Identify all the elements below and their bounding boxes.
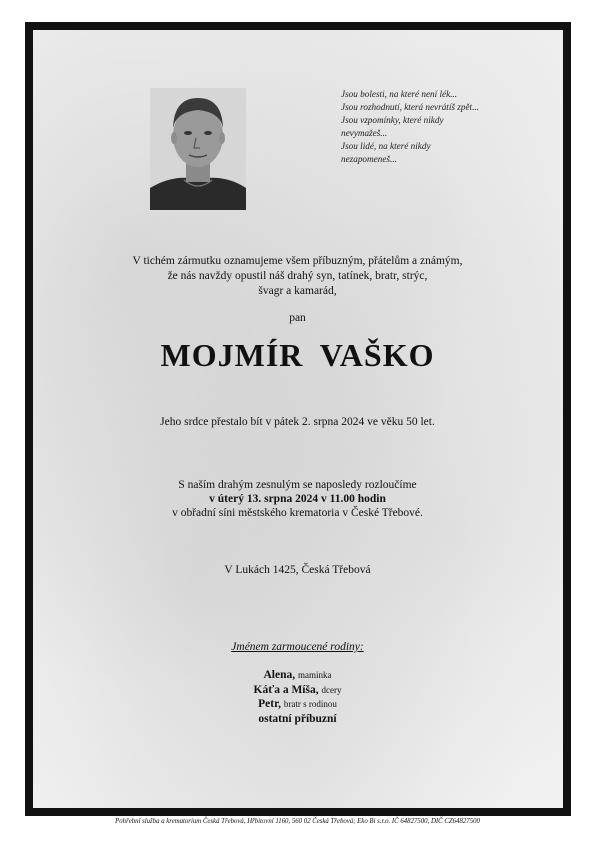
family-member-relation: bratr s rodinou: [283, 699, 337, 709]
poem-line: Jsou vzpomínky, které nikdy: [341, 115, 444, 125]
family-member: [0, 712, 595, 727]
intro-line: V tichém zármutku oznamujeme všem příbuzným, přátelům a známým,: [132, 255, 463, 267]
funeral-service-footer: Pohřební služba a krematorium Česká Třebová, Hřbitovní 1160, 560 02 Česká Třebová; Eko Bi s.r.o. IČ 64827500, DIČ CZ64827500: [115, 818, 480, 825]
poem-line: Jsou lidé, na které nikdy: [341, 141, 431, 151]
funeral-details: [0, 478, 595, 520]
funeral-place: v obřadní síni městského krematoria v České Třebové.: [172, 507, 423, 519]
family-header: Jménem zarmoucené rodiny:: [231, 641, 364, 653]
poem-line: Jsou rozhodnutí, která nevrátíš zpět...: [341, 102, 479, 112]
intro-line: švagr a kamarád,: [258, 285, 337, 297]
poem-line: nevymažeš...: [341, 128, 388, 138]
poem-line: nezapomeneš...: [341, 154, 397, 164]
family-member-relation: maminka: [298, 670, 332, 680]
family-address: V Lukách 1425, Česká Třebová: [224, 564, 371, 576]
title-word: pan: [289, 312, 306, 324]
family-member: [0, 683, 595, 698]
family-member-name: Petr,: [258, 698, 281, 710]
family-member-name: Alena,: [263, 669, 296, 681]
memorial-poem: [341, 88, 541, 166]
deceased-portrait: [150, 88, 246, 210]
poem-line: Jsou bolesti, na které není lék...: [341, 89, 458, 99]
family-member-name: Káťa a Míša,: [253, 683, 319, 696]
death-notice: Jeho srdce přestalo bít v pátek 2. srpna 2024 ve věku 50 let.: [160, 416, 435, 428]
intro-line: že nás navždy opustil náš drahý syn, tatínek, bratr, strýc,: [167, 270, 428, 282]
funeral-line: S naším drahým zesnulým se naposledy rozloučíme: [178, 479, 417, 491]
family-member: [0, 668, 595, 683]
family-member-name: ostatní příbuzní: [258, 712, 337, 725]
family-list: [0, 668, 595, 726]
family-member: [0, 697, 595, 712]
funeral-date-time: v úterý 13. srpna 2024 v 11.00 hodin: [209, 493, 386, 505]
announcement-intro: [0, 254, 595, 299]
family-member-relation: dcery: [321, 684, 342, 695]
deceased-name: MOJMÍR VAŠKO: [160, 337, 435, 373]
